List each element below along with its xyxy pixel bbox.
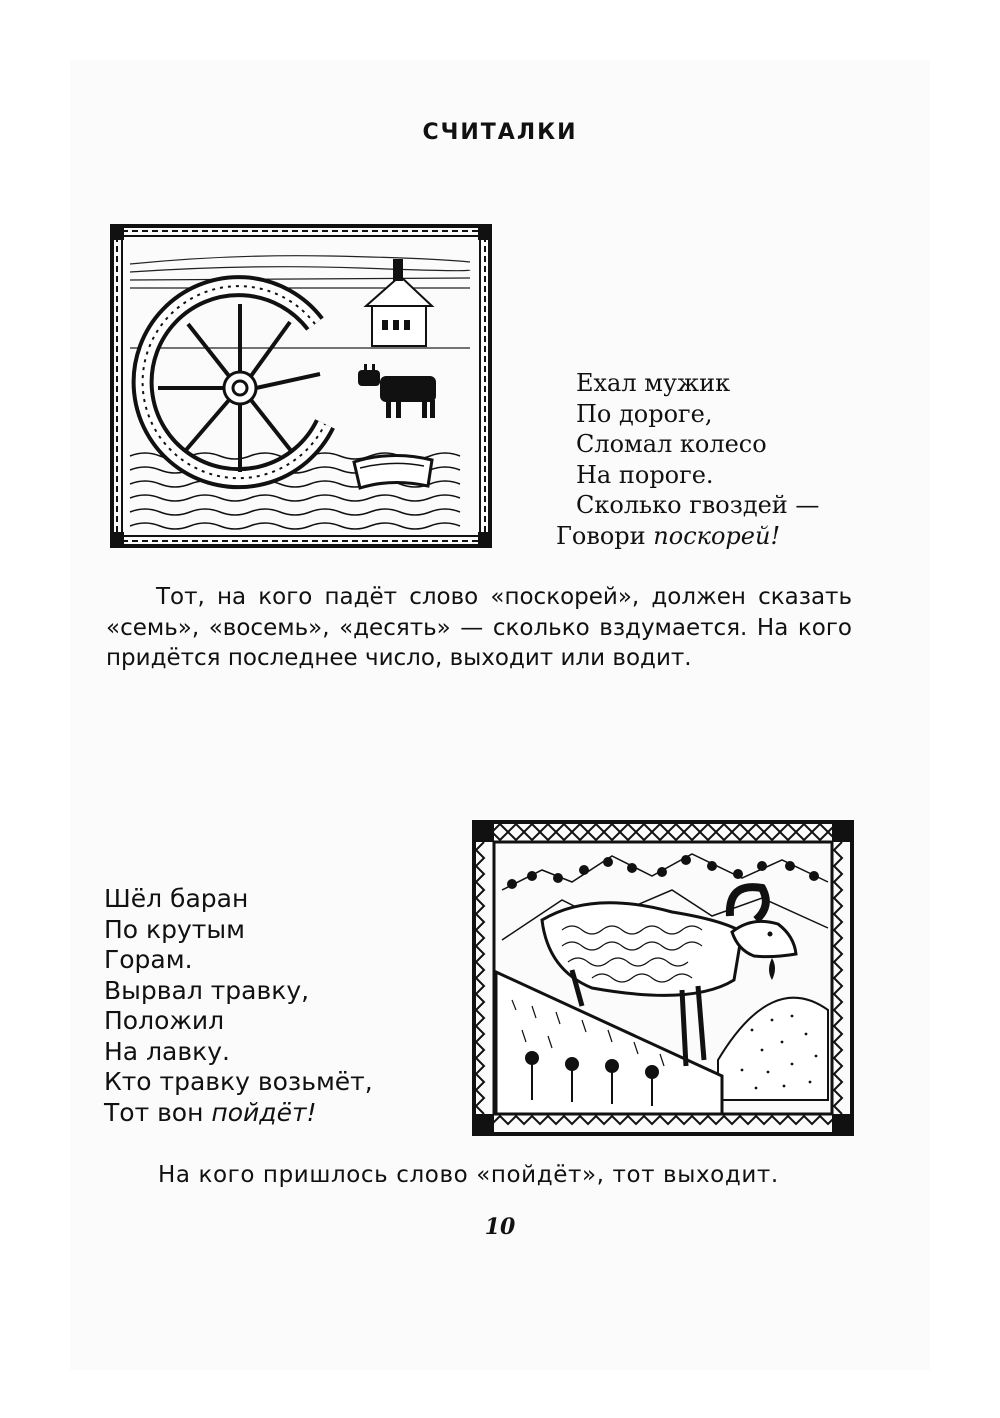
poem-line: Шёл баран (104, 884, 249, 913)
woodcut-ram-illustration (472, 820, 854, 1136)
explanation-paragraph-1: Тот, на кого падёт слово «поскорей», должен сказать «семь», «восемь», «десять» — сколько вздумается. На кого придётся последнее число, выходит или водит. (106, 584, 852, 671)
poem-line: На лавку. (104, 1036, 230, 1066)
poem-line-italic: поскорей! (653, 521, 781, 550)
poem-line (104, 1098, 373, 1129)
poem-line-italic: пойдёт! (211, 1097, 317, 1127)
poem-line: Горам. (104, 945, 193, 974)
poem-line-text: Тот вон (104, 1097, 212, 1127)
poem-line (556, 521, 819, 552)
poem-wheel (556, 368, 819, 551)
poem-line: Кто травку возьмёт, (104, 1067, 373, 1096)
poem-line: Положил (104, 1006, 225, 1035)
poem-line: Вырвал травку, (104, 975, 310, 1005)
poem-line: Сколько гвоздей — (576, 491, 820, 519)
poem-ram (104, 884, 373, 1128)
poem-line: По крутым (104, 914, 245, 944)
poem-line-text: Говори (556, 521, 654, 550)
poem-line: Сломал колесо (576, 430, 767, 458)
page-title: СЧИТАЛКИ (422, 120, 578, 145)
woodcut-wheel-illustration (110, 224, 492, 548)
explanation-paragraph-2: На кого пришлось слово «пойдёт», тот выходит. (158, 1162, 779, 1188)
poem-line: Ехал мужик (576, 369, 731, 397)
page-number: 10 (484, 1214, 516, 1240)
poem-line: На пороге. (576, 460, 714, 489)
poem-line: По дороге, (576, 399, 713, 428)
